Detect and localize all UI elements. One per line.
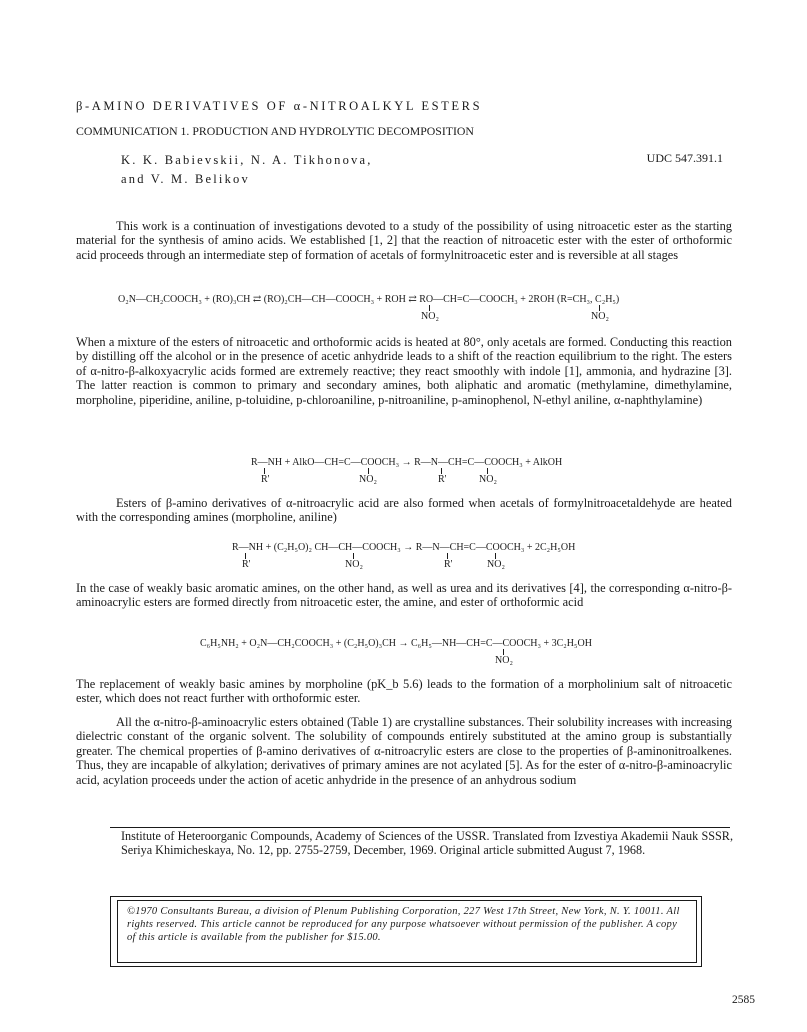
paragraph-3-text: Esters of β-amino derivatives of α-nitroacrylic acid are also formed when acetals of formylnitroacetaldehyde are heated with the corresponding amines (morpholine, aniline) — [76, 496, 732, 525]
udc-code: UDC 547.391.1 — [646, 151, 723, 165]
paragraph-1 — [76, 219, 732, 262]
equation-1 — [118, 293, 718, 329]
paragraph-2-text: When a mixture of the esters of nitroacetic and orthoformic acids is heated at 80°, only acetals are formed. Conducting this reaction by distilling off the alcohol or in the presence of acetic anhydride leads to a shift of the reaction equilibrium to the right. The esters of α-nitro-β-alkoxyacrylic acids formed are extremely reactive; they react smoothly with indole [1], ammonia, and hydrazine [3]. The latter reaction is common to primary and secondary amines, both aliphatic and aromatic (methylamine, dimethylamine, morpholine, piperidine, aniline, p-toluidine, p-chloroaniline, p-nitroaniline, p-aminophenol, N-ethyl aniline, α-naphthylamine) — [76, 335, 732, 407]
affiliation-footnote: Institute of Heteroorganic Compounds, Academy of Sciences of the USSR. Translated from Izvestiya Akademii Nauk SSSR, Seriya Khimicheskaya, No. 12, pp. 2755-2759, December, 1969. Original article submitted August 7, 1968. — [121, 829, 733, 858]
equation-1-sub-1: NO₂ — [421, 311, 439, 322]
equation-3-sub-1: R' — [242, 559, 251, 570]
authors — [121, 151, 373, 189]
equation-2-sub-3: R' — [438, 474, 447, 485]
equation-1-main: O₂N—CH₂COOCH₃ + (RO)₃CH ⇄ (RO)₂CH—CH—COOCH₃ + ROH ⇄ RO—CH=C—COOCH₃ + 2ROH (R=CH₃, C₂H₅) — [118, 294, 620, 305]
article-title: β-AMINO DERIVATIVES OF α-NITROALKYL ESTERS — [76, 99, 483, 113]
paragraph-5 — [76, 677, 732, 706]
equation-2-sub-2: NO₂ — [359, 474, 377, 485]
equation-3-sub-4: NO₂ — [487, 559, 505, 570]
footnote-rule — [110, 827, 730, 828]
paragraph-1-text: This work is a continuation of investigations devoted to a study of the possibility of using nitroacetic ester as the starting material for the synthesis of amino acids. We established [1, 2] that the reaction of nitroacetic ester with the ester of orthoformic acid proceeds through an intermediate step of formation of acetals of formylnitroacetic ester and is reversible at all stages — [76, 219, 732, 262]
paragraph-3 — [76, 496, 732, 525]
equation-4 — [200, 637, 670, 673]
paragraph-6 — [76, 715, 732, 787]
equation-2 — [251, 456, 671, 492]
equation-1-sub-2: NO₂ — [591, 311, 609, 322]
equation-2-sub-4: NO₂ — [479, 474, 497, 485]
paragraph-4 — [76, 581, 732, 610]
paragraph-2 — [76, 335, 732, 407]
equation-4-main: C₆H₅NH₂ + O₂N—CH₂COOCH₃ + (C₂H₅O)₃CH → C₆H₅—NH—CH=C—COOCH₃ + 3C₂H₅OH — [200, 638, 592, 649]
authors-line-1: K. K. Babievskii, N. A. Tikhonova, — [121, 153, 373, 167]
page-number: 2585 — [732, 994, 755, 1006]
equation-3-sub-3: R' — [444, 559, 453, 570]
equation-3 — [232, 541, 692, 577]
paragraph-6-text: All the α-nitro-β-aminoacrylic esters obtained (Table 1) are crystalline substances. Their solubility increases with increasing dielectric constant of the organic solvent. The solubility of compounds entirely substituted at the amino group is substantially greater. The chemical properties of β-amino derivatives of α-nitroacrylic esters are close to the properties of β-aminonitroalkenes. Thus, they are incapable of alkylation; derivatives of primary amines are not acylated [5]. As for the ester of α-nitro-β-aminoacrylic acid, acylation proceeds under the action of acetic anhydride in the presence of an anhydrous sodium — [76, 715, 732, 787]
article-subtitle: COMMUNICATION 1. PRODUCTION AND HYDROLYTIC DECOMPOSITION — [76, 124, 474, 138]
authors-line-2: and V. M. Belikov — [121, 172, 250, 186]
equation-3-main: R—NH + (C₂H₅O)₂ CH—CH—COOCH₃ → R—N—CH=C—COOCH₃ + 2C₂H₅OH — [232, 542, 576, 553]
paragraph-5-text: The replacement of weakly basic amines by morpholine (pK_b 5.6) leads to the formation of a morpholinium salt of nitroacetic ester, which does not react further with orthoformic ester. — [76, 677, 732, 706]
equation-3-sub-2: NO₂ — [345, 559, 363, 570]
equation-2-main: R—NH + AlkO—CH=C—COOCH₃ → R—N—CH=C—COOCH₃ + AlkOH — [251, 457, 563, 468]
equation-2-sub-1: R' — [261, 474, 270, 485]
copyright-notice: ©1970 Consultants Bureau, a division of Plenum Publishing Corporation, 227 West 17th Street, New York, N. Y. 10011. All rights reserved. This article cannot be reproduced for any purpose whatsoever without permission of the publisher. A copy of this article is available from the publisher for $15.00. — [127, 906, 680, 944]
paragraph-4-text: In the case of weakly basic aromatic amines, on the other hand, as well as urea and its derivatives [4], the corresponding α-nitro-β-aminoacrylic esters are formed directly from nitroacetic ester, the amine, and ester of orthoformic acid — [76, 581, 732, 610]
equation-4-sub-1: NO₂ — [495, 655, 513, 666]
